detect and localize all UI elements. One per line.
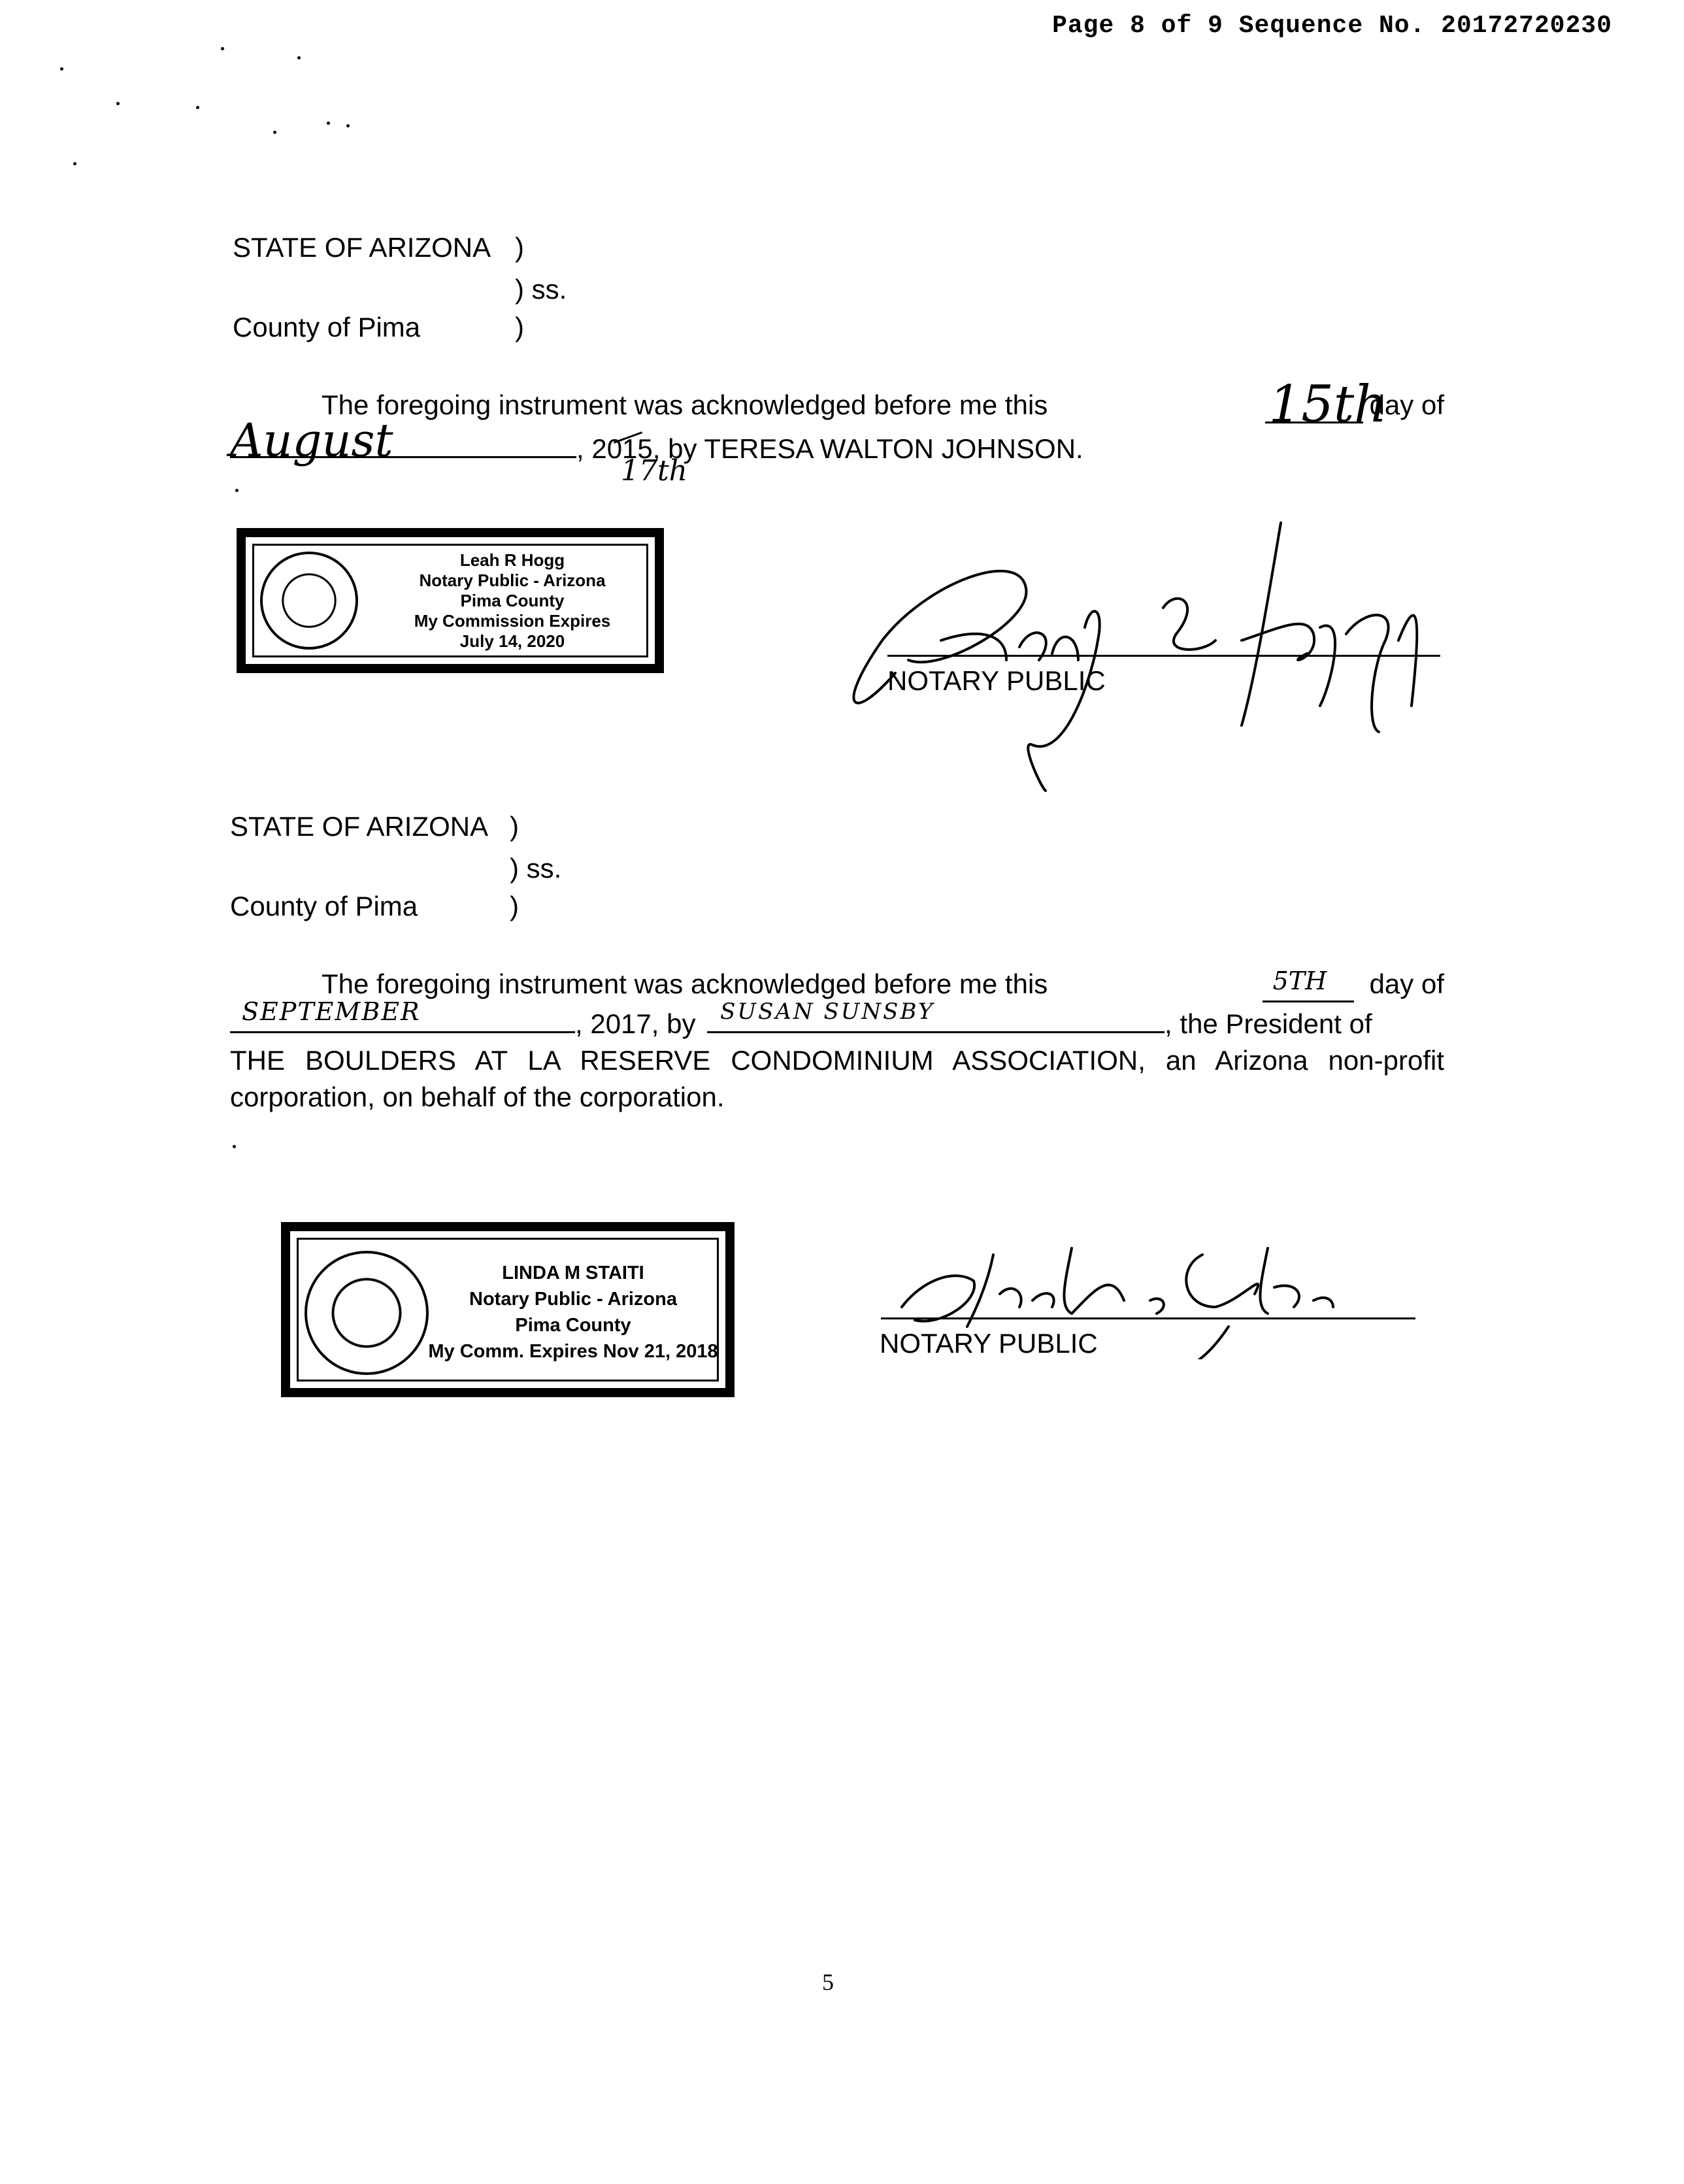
venue-parenthesis: ): [510, 811, 519, 842]
scan-speck: [221, 47, 224, 50]
stamp-expiry: My Comm. Expires Nov 21, 2018: [428, 1341, 718, 1362]
notary-stamp: [281, 1222, 735, 1397]
scan-speck: [235, 489, 239, 492]
state-label: STATE OF ARIZONA: [233, 232, 491, 263]
paragraph-text: day of: [1369, 968, 1444, 999]
venue-parenthesis: ): [510, 891, 519, 921]
stamp-title: Notary Public - Arizona: [469, 1289, 677, 1310]
scan-speck: [60, 67, 63, 71]
stamp-expiry: July 14, 2020: [459, 631, 565, 651]
day-field[interactable]: [1263, 967, 1354, 1002]
acknowledgment-paragraph: [230, 375, 1444, 467]
paragraph-text: The foregoing instrument was acknowledged before me this: [322, 389, 1048, 420]
day-handwritten: 15th: [1268, 375, 1387, 434]
signature-line: [881, 1317, 1415, 1319]
signer-name-field[interactable]: [707, 999, 1164, 1033]
stamp-commission: My Commission Expires: [414, 611, 611, 631]
state-seal-icon: [260, 552, 358, 650]
month-field[interactable]: [230, 997, 575, 1033]
acknowledgment-paragraph: [230, 966, 1444, 1116]
scan-speck: [346, 124, 350, 127]
scan-speck: [297, 56, 301, 59]
year-correction-handwritten: 17th: [621, 454, 688, 488]
county-label: County of Pima: [230, 891, 418, 921]
day-field[interactable]: [1265, 375, 1387, 434]
notary-public-label: NOTARY PUBLIC: [887, 665, 1106, 696]
scan-speck: [116, 102, 120, 105]
paragraph-text: THE BOULDERS AT LA RESERVE CONDOMINIUM ASSOCIATION, an Arizona non-profit: [230, 1045, 1444, 1076]
state-label: STATE OF ARIZONA: [230, 811, 489, 842]
venue-parenthesis: ): [515, 232, 524, 263]
scan-speck: [196, 106, 199, 109]
paragraph-text: , the President of: [1164, 1008, 1372, 1039]
stamp-county: Pima County: [460, 591, 565, 610]
scan-speck: [73, 162, 76, 165]
page-number: 5: [822, 1969, 834, 1995]
signature-line: [887, 655, 1440, 657]
notary-public-label: NOTARY PUBLIC: [880, 1328, 1098, 1359]
ss-label: ) ss.: [510, 853, 562, 884]
month-handwritten: August: [230, 414, 393, 467]
stamp-name: Leah R Hogg: [459, 550, 565, 570]
paragraph-text: , 2015, by TERESA WALTON JOHNSON.: [576, 433, 1083, 464]
month-handwritten: SEPTEMBER: [242, 997, 421, 1026]
notary-signature-1: [810, 510, 1451, 797]
ss-label: ) ss.: [515, 274, 567, 305]
paragraph-text: , 2017, by: [575, 1008, 696, 1039]
stamp-title: Notary Public - Arizona: [419, 571, 606, 590]
signer-name-handwritten: SUSAN SUNSBY: [720, 999, 935, 1025]
scan-speck: [327, 122, 330, 125]
paragraph-text: corporation, on behalf of the corporation.: [230, 1082, 725, 1112]
month-field[interactable]: [230, 414, 576, 467]
venue-parenthesis: ): [515, 312, 524, 342]
day-handwritten: 5TH: [1272, 967, 1327, 995]
page-sequence-header: Page 8 of 9 Sequence No. 20172720230: [1052, 12, 1612, 40]
scan-speck: [233, 1145, 236, 1148]
state-seal-icon: [305, 1251, 429, 1375]
stamp-name: LINDA M STAITI: [502, 1263, 644, 1283]
county-label: County of Pima: [233, 312, 421, 342]
paragraph-text: The foregoing instrument was acknowledged before me this: [322, 968, 1048, 999]
notary-stamp: [237, 528, 664, 673]
scan-speck: [273, 131, 276, 134]
paragraph-text: day of: [1369, 389, 1444, 420]
stamp-county: Pima County: [515, 1315, 631, 1336]
